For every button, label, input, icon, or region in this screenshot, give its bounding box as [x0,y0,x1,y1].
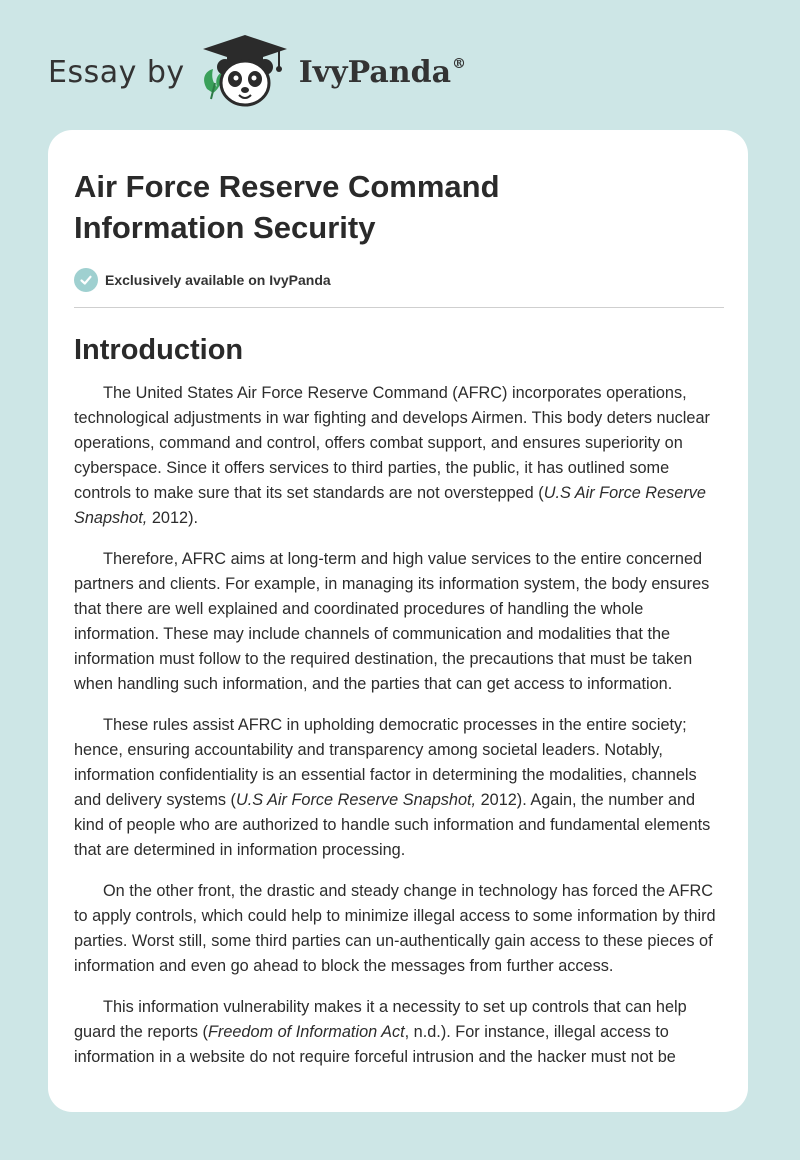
essay-title [74,166,724,248]
paragraph-3-text-a: These rules assist AFRC in upholding democratic processes in the entire society; hence, ensuring accountability and transparency among societal leaders. Notably, information confidentiality is an essential factor in determining the modalities, channels and delivery systems ( [74,716,697,809]
paragraph-1-text-b: 2012). [147,509,199,527]
divider [74,307,724,308]
title-line-1: Air Force Reserve Command [74,169,500,204]
paragraph-4: On the other front, the drastic and steady change in technology has forced the AFRC to apply controls, which could help to minimize illegal access to some information by third parties. Worst still, some third parties can un-authentically gain access to these pieces of information and even go ahead to block the messages from further access. [74,882,716,975]
paragraph-3-text-b: 2012). Again, the number and kind of people who are authorized to handle such information and fundamental elements that are determined in information processing. [74,791,711,859]
title-line-2: Information Security [74,210,376,245]
registered-mark: ® [452,55,467,72]
paragraph-1-text-a: The United States Air Force Reserve Command (AFRC) incorporates operations, technological adjustments in war fighting and develops Airmen. This body deters nuclear operations, command and control, offers combat support, and ensures superiority on cyberspace. Since it offers services to third parties, the public, it has outlined some controls to make sure that its set standards are not overstepped ( [74,384,710,502]
exclusive-badge [74,268,724,292]
brand-text: IvyPanda [298,54,452,90]
paragraph-2: Therefore, AFRC aims at long-term and high value services to the entire concerned partners and clients. For example, in managing its information system, the body ensures that there are well explained and coordinated procedures of handling the whole information. These may include channels of communication and modalities that the information must follow to the required destination, the precautions that must be taken when handling such information, and the parties that can get access to information. [74,550,710,693]
paragraph-1 [74,381,724,531]
panda-logo-icon[interactable] [199,33,291,111]
essay-by-label: Essay by [48,54,185,90]
paragraph-3-citation: U.S Air Force Reserve Snapshot, [235,791,477,809]
paragraph-5-citation: Freedom of Information Act [207,1023,405,1041]
exclusive-badge-label: Exclusively available on IvyPanda [105,272,331,288]
paragraph-3 [74,713,724,863]
section-heading-introduction: Introduction [74,334,244,366]
paragraph-1-citation: U.S Air Force Reserve Snapshot, [74,484,706,527]
brand-name[interactable] [299,55,466,90]
paragraph-5 [74,995,724,1070]
essay-card [48,130,748,1112]
essay-content [74,130,724,1070]
paragraph-5-text-a: This information vulnerability makes it a necessity to set up controls that can help guard the reports ( [74,998,687,1041]
site-header [48,32,466,112]
check-icon [74,268,98,292]
paragraph-5-text-b: , n.d.). For instance, illegal access to information in a website do not require forceful intrusion and the hacker must not be [74,1023,676,1066]
